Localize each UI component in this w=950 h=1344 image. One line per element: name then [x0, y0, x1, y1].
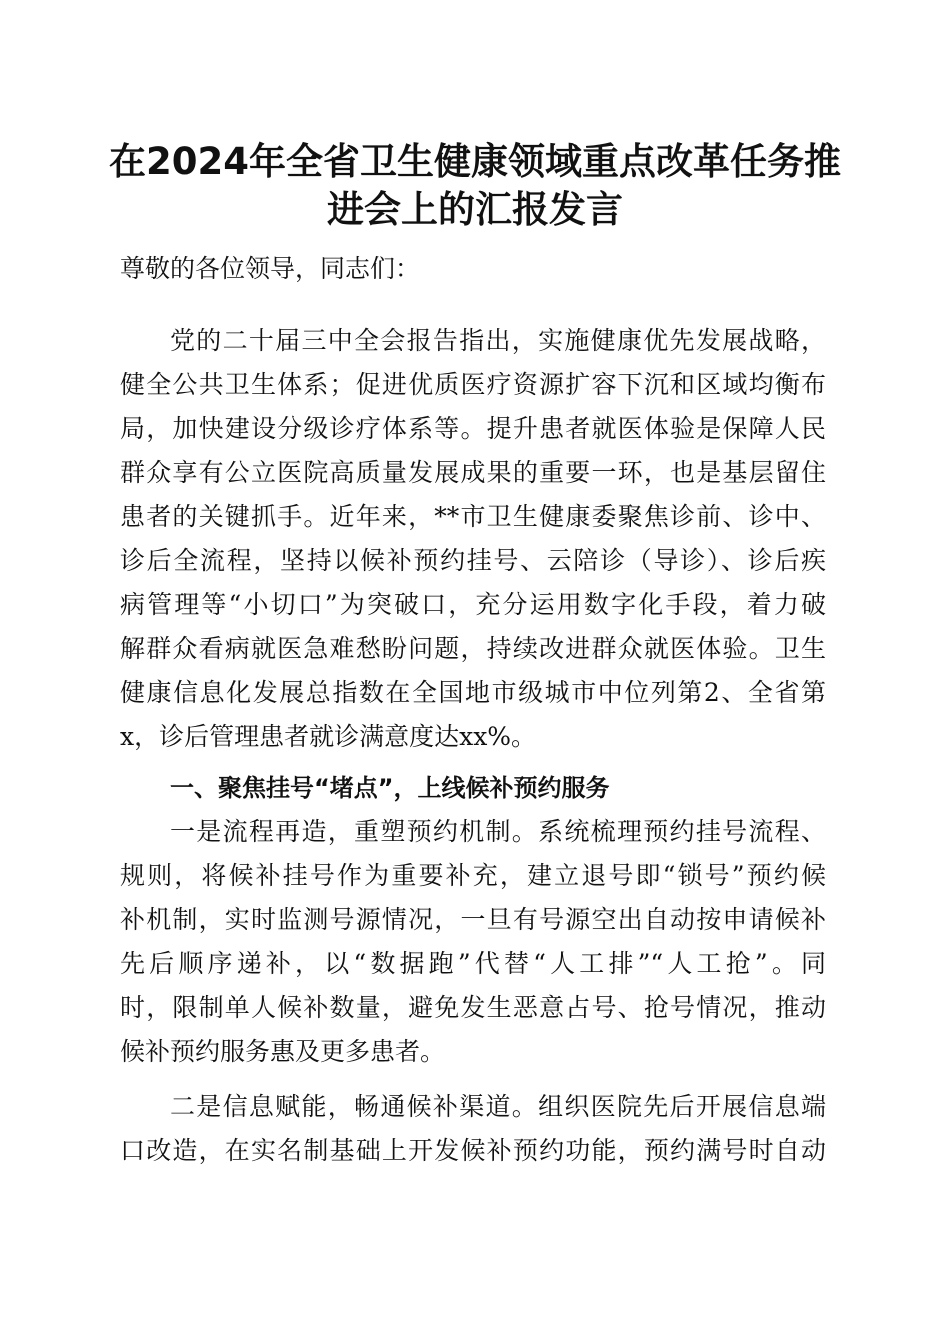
intro-line: x，诊后管理患者就诊满意度达xx%。: [120, 722, 537, 751]
intro-line: 群众享有公立医院高质量发展成果的重要一环，也是基层留住: [120, 458, 826, 487]
document-title: [100, 138, 850, 234]
paragraph-line: 口改造，在实名制基础上开发候补预约功能，预约满号时自动: [120, 1136, 826, 1165]
paragraph-line: 先后顺序递补，以“数据跑”代替“人工排”“人工抢”。同: [120, 949, 826, 978]
salutation: 尊敬的各位领导，同志们：: [120, 254, 421, 283]
intro-line: 健康信息化发展总指数在全国地市级城市中位列第2、全省第: [120, 678, 826, 707]
paragraph-line: 补机制，实时监测号源情况，一旦有号源空出自动按申请候补: [120, 905, 826, 934]
paragraph-line: 一是流程再造，重塑预约机制。系统梳理预约挂号流程、: [170, 817, 826, 846]
intro-line: 局，加快建设分级诊疗体系等。提升患者就医体验是保障人民: [120, 414, 826, 443]
paragraph-line: 时，限制单人候补数量，避免发生恶意占号、抢号情况，推动: [120, 993, 826, 1022]
title-line-1: 在2024年全省卫生健康领域重点改革任务推: [109, 140, 841, 183]
paragraph-line: 二是信息赋能，畅通候补渠道。组织医院先后开展信息端: [170, 1092, 826, 1121]
paragraph-line: 候补预约服务惠及更多患者。: [120, 1037, 446, 1066]
intro-line: 解群众看病就医急难愁盼问题，持续改进群众就医体验。卫生: [120, 634, 826, 663]
section-heading: 一、聚焦挂号“堵点”，上线候补预约服务: [170, 774, 610, 802]
intro-line: 患者的关键抓手。近年来，**市卫生健康委聚焦诊前、诊中、: [120, 502, 826, 531]
intro-line: 诊后全流程，坚持以候补预约挂号、云陪诊（导诊）、诊后疾: [120, 546, 826, 575]
intro-line: 病管理等“小切口”为突破口，充分运用数字化手段，着力破: [120, 590, 826, 619]
intro-line: 健全公共卫生体系；促进优质医疗资源扩容下沉和区域均衡布: [120, 370, 826, 399]
paragraph-line: 规则，将候补挂号作为重要补充，建立退号即“锁号”预约候: [120, 861, 826, 890]
intro-line: 党的二十届三中全会报告指出，实施健康优先发展战略，: [170, 326, 826, 355]
title-line-2: 进会上的汇报发言: [327, 188, 623, 231]
